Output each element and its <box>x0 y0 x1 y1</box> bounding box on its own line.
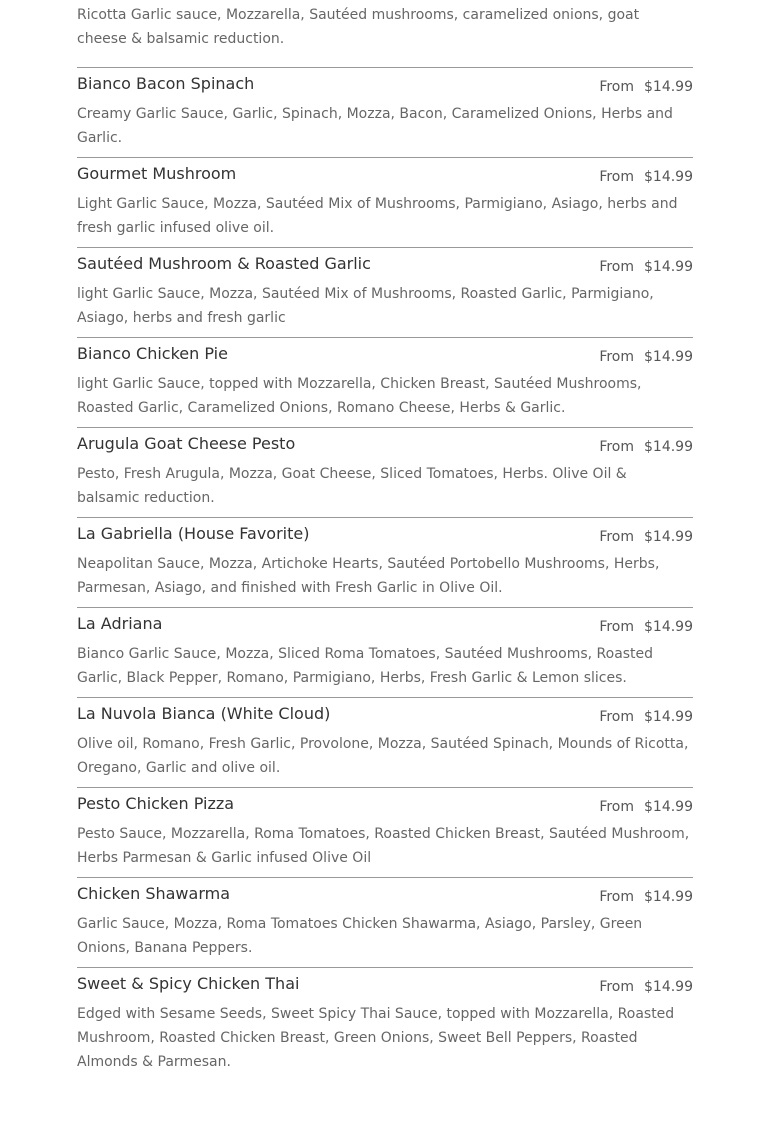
item-price: $14.99 <box>644 799 693 815</box>
item-price-block <box>599 796 693 818</box>
item-price: $14.99 <box>644 889 693 905</box>
menu-item[interactable] <box>77 697 693 787</box>
menu-item[interactable] <box>77 337 693 427</box>
item-description: Neapolitan Sauce, Mozza, Artichoke Hearts, Sautéed Portobello Mushrooms, Herbs, Parmesan, Asiago, and finished with Fresh Garlic in Olive Oil. <box>77 556 660 596</box>
menu-item-header <box>77 73 693 102</box>
item-price-block <box>599 76 693 98</box>
menu-item[interactable] <box>77 967 693 1081</box>
menu-item-header <box>77 973 693 1002</box>
item-price-block <box>599 346 693 368</box>
item-description: Creamy Garlic Sauce, Garlic, Spinach, Mozza, Bacon, Caramelized Onions, Herbs and Garlic. <box>77 106 673 146</box>
item-name[interactable]: La Nuvola Bianca (White Cloud) <box>77 704 331 723</box>
price-prefix: From <box>599 259 634 275</box>
item-price: $14.99 <box>644 79 693 95</box>
item-price-block <box>599 166 693 188</box>
item-price-block <box>599 436 693 458</box>
menu-items <box>77 67 693 1081</box>
item-name[interactable]: Sautéed Mushroom & Roasted Garlic <box>77 254 371 273</box>
menu-item[interactable] <box>77 877 693 967</box>
price-prefix: From <box>599 979 634 995</box>
menu-item-header <box>77 613 693 642</box>
item-name[interactable]: Gourmet Mushroom <box>77 164 237 183</box>
menu-item[interactable] <box>77 247 693 337</box>
price-prefix: From <box>599 349 634 365</box>
menu-item-header <box>77 523 693 552</box>
price-prefix: From <box>599 79 634 95</box>
menu-item[interactable] <box>77 427 693 517</box>
menu-item[interactable] <box>77 787 693 877</box>
item-price: $14.99 <box>644 709 693 725</box>
item-price-block <box>599 526 693 548</box>
item-description: Ricotta Garlic sauce, Mozzarella, Sautéed mushrooms, caramelized onions, goat cheese & balsamic reduction. <box>77 7 640 47</box>
item-name[interactable]: Bianco Bacon Spinach <box>77 74 255 93</box>
item-price: $14.99 <box>644 529 693 545</box>
price-prefix: From <box>599 799 634 815</box>
item-name[interactable]: Sweet & Spicy Chicken Thai <box>77 974 300 993</box>
menu-item-header <box>77 703 693 732</box>
menu-item-header <box>77 793 693 822</box>
item-description: light Garlic Sauce, topped with Mozzarella, Chicken Breast, Sautéed Mushrooms, Roasted Garlic, Caramelized Onions, Romano Cheese, Herbs & Garlic. <box>77 376 642 416</box>
item-description: Bianco Garlic Sauce, Mozza, Sliced Roma Tomatoes, Sautéed Mushrooms, Roasted Garlic, Black Pepper, Romano, Parmigiano, Herbs, Fresh Garlic & Lemon slices. <box>77 646 654 686</box>
menu-item-header <box>77 253 693 282</box>
item-price-block <box>599 256 693 278</box>
item-price: $14.99 <box>644 619 693 635</box>
item-price-block <box>599 616 693 638</box>
menu-item[interactable] <box>77 67 693 157</box>
item-price: $14.99 <box>644 439 693 455</box>
price-prefix: From <box>599 709 634 725</box>
item-name[interactable]: Pesto Chicken Pizza <box>77 794 235 813</box>
item-price-block <box>599 706 693 728</box>
price-prefix: From <box>599 169 634 185</box>
item-name[interactable]: La Gabriella (House Favorite) <box>77 524 310 543</box>
item-price-block <box>599 976 693 998</box>
item-description: Olive oil, Romano, Fresh Garlic, Provolone, Mozza, Sautéed Spinach, Mounds of Ricotta, Oregano, Garlic and olive oil. <box>77 736 689 776</box>
item-name[interactable]: La Adriana <box>77 614 163 633</box>
price-prefix: From <box>599 619 634 635</box>
item-price: $14.99 <box>644 979 693 995</box>
menu-item-header <box>77 433 693 462</box>
menu-list <box>77 0 693 1081</box>
item-price: $14.99 <box>644 169 693 185</box>
price-prefix: From <box>599 529 634 545</box>
item-description: Pesto Sauce, Mozzarella, Roma Tomatoes, Roasted Chicken Breast, Sautéed Mushroom, Herbs Parmesan & Garlic infused Olive Oil <box>77 826 690 866</box>
price-prefix: From <box>599 889 634 905</box>
menu-item-header <box>77 883 693 912</box>
item-description: Edged with Sesame Seeds, Sweet Spicy Thai Sauce, topped with Mozzarella, Roasted Mushroom, Roasted Chicken Breast, Green Onions, Sweet Bell Peppers, Roasted Almonds & Parmesan. <box>77 1006 675 1070</box>
menu-item[interactable] <box>77 517 693 607</box>
item-description: Garlic Sauce, Mozza, Roma Tomatoes Chicken Shawarma, Asiago, Parsley, Green Onions, Banana Peppers. <box>77 916 643 956</box>
item-price: $14.99 <box>644 259 693 275</box>
item-name[interactable]: Arugula Goat Cheese Pesto <box>77 434 296 453</box>
item-description: Light Garlic Sauce, Mozza, Sautéed Mix of Mushrooms, Parmigiano, Asiago, herbs and fresh garlic infused olive oil. <box>77 196 678 236</box>
item-name[interactable]: Bianco Chicken Pie <box>77 344 228 363</box>
item-price-block <box>599 886 693 908</box>
menu-item-header <box>77 343 693 372</box>
menu-item[interactable] <box>77 607 693 697</box>
menu-item[interactable] <box>77 157 693 247</box>
item-description: Pesto, Fresh Arugula, Mozza, Goat Cheese, Sliced Tomatoes, Herbs. Olive Oil & balsamic reduction. <box>77 466 627 506</box>
menu-item-header <box>77 163 693 192</box>
item-description: light Garlic Sauce, Mozza, Sautéed Mix of Mushrooms, Roasted Garlic, Parmigiano, Asiago, herbs and fresh garlic <box>77 286 654 326</box>
previous-item-continuation <box>77 3 693 67</box>
item-name[interactable]: Chicken Shawarma <box>77 884 230 903</box>
price-prefix: From <box>599 439 634 455</box>
item-price: $14.99 <box>644 349 693 365</box>
